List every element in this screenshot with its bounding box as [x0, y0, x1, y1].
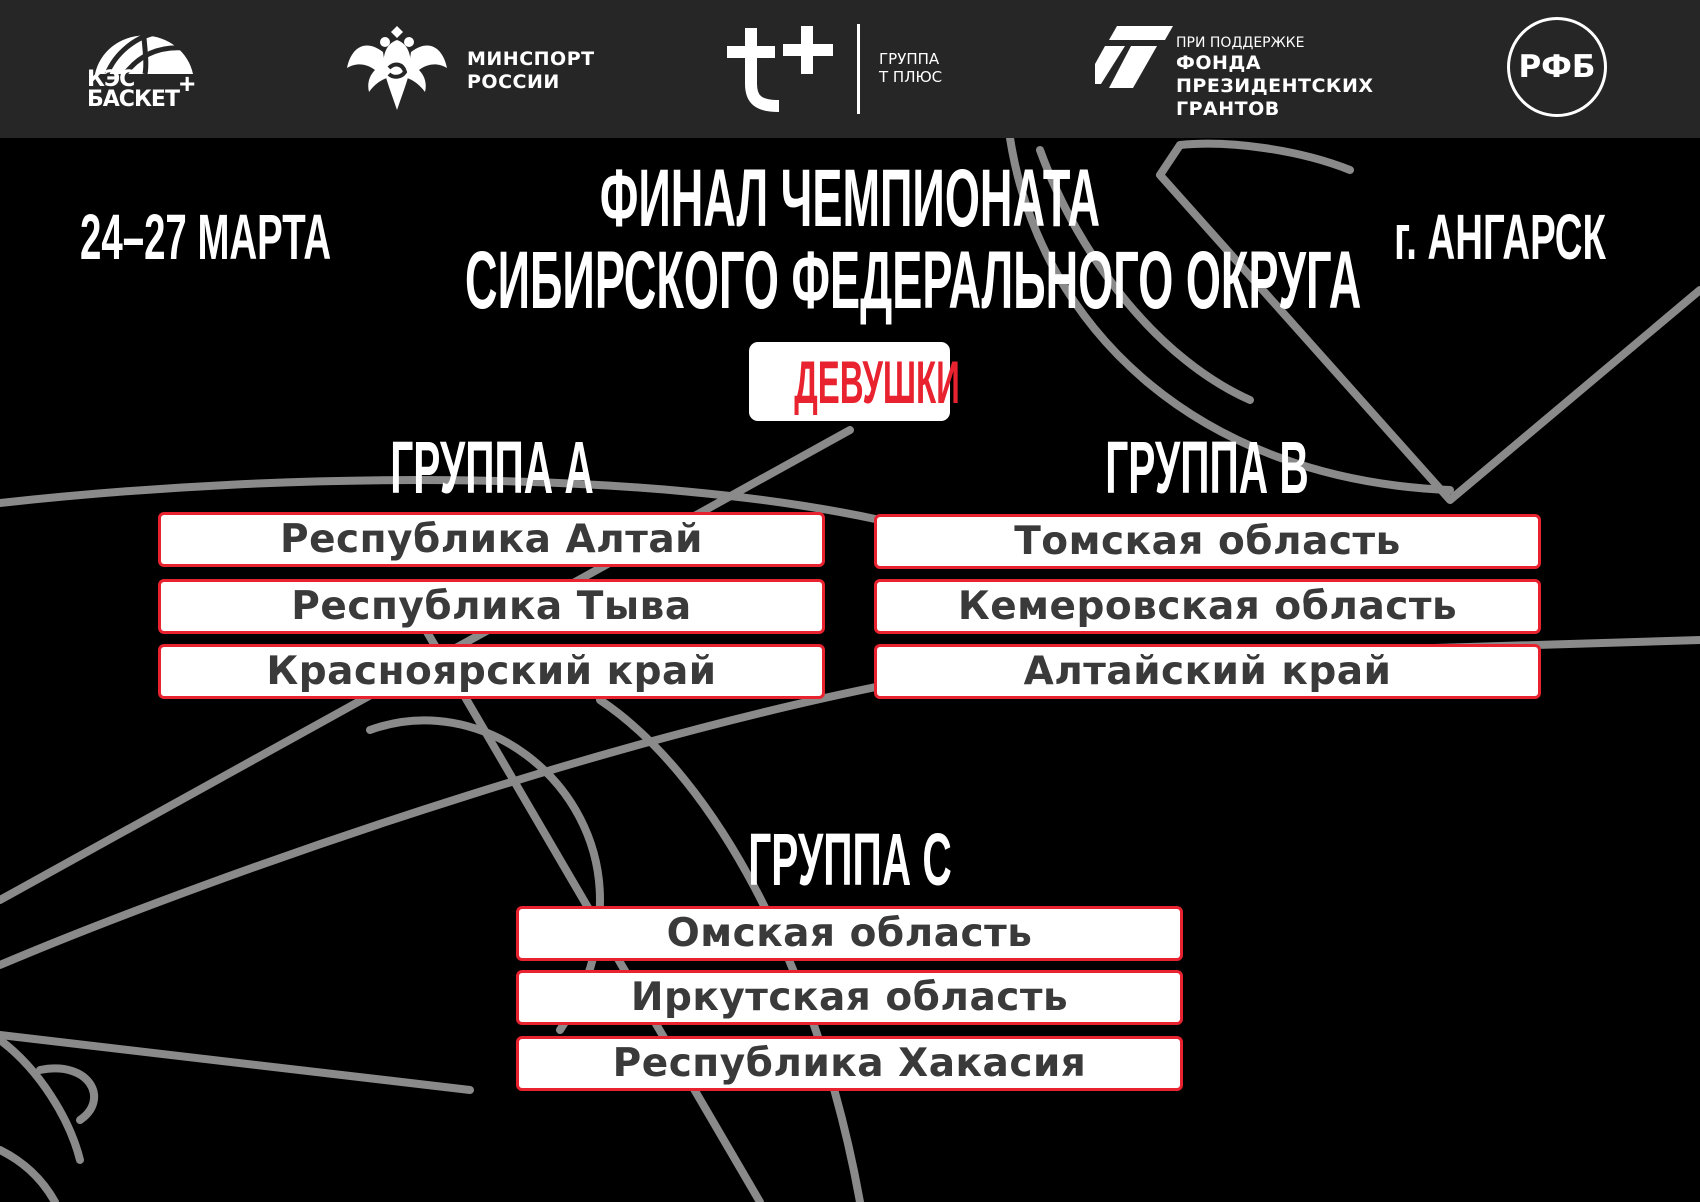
event-title-line2: СИБИРСКОГО ФЕДЕРАЛЬНОГО ОКРУГА [465, 235, 1362, 326]
group-b-title: ГРУППА В [1105, 426, 1309, 509]
plus-icon: + [179, 68, 196, 99]
grants-line1: ПРИ ПОДДЕРЖКЕ [1176, 35, 1305, 51]
keys-logo-line2: БАСКЕТ [87, 87, 179, 112]
group-a-team-1: Республика Алтай [158, 512, 825, 567]
t-plus-divider [857, 24, 860, 114]
t-plus-line2: Т ПЛЮС [879, 68, 943, 86]
grants-line2: ФОНДА [1176, 52, 1262, 74]
group-a-title: ГРУППА А [390, 426, 594, 509]
t-plus-logo [727, 22, 957, 118]
group-a-team-3: Красноярский край [158, 644, 825, 699]
event-city: г. АНГАРСК [1394, 201, 1606, 273]
grants-line4: ГРАНТОВ [1176, 98, 1280, 120]
category-label: ДЕВУШКИ [794, 349, 960, 416]
minsport-logo [345, 18, 605, 118]
minsport-line2: РОССИИ [467, 71, 560, 93]
event-dates: 24–27 МАРТА [79, 201, 332, 273]
eagle-emblem-icon [345, 18, 449, 118]
grants-line3: ПРЕЗИДЕНТСКИХ [1176, 75, 1374, 97]
minsport-line1: МИНСПОРТ [467, 48, 595, 70]
keys-basket-logo [85, 24, 205, 114]
group-c-team-3: Республика Хакасия [516, 1036, 1183, 1091]
group-c-team-1: Омская область [516, 906, 1183, 961]
group-b-team-3: Алтайский край [874, 644, 1541, 699]
presidential-grants-logo [1095, 24, 1395, 120]
grants-flag-icon [1095, 24, 1175, 94]
group-c-title: ГРУППА С [748, 818, 952, 901]
group-a-team-2: Республика Тыва [158, 579, 825, 634]
t-plus-icon [727, 22, 837, 118]
keys-logo-line1: КЭС [87, 67, 135, 92]
event-title-line1: ФИНАЛ ЧЕМПИОНАТА [599, 153, 1101, 244]
rfb-logo: РФБ [1507, 17, 1607, 117]
category-badge [749, 342, 960, 421]
group-c-team-2: Иркутская область [516, 970, 1183, 1025]
group-b-team-1: Томская область [874, 514, 1541, 569]
t-plus-line1: ГРУППА [879, 50, 940, 68]
group-b-team-2: Кемеровская область [874, 579, 1541, 634]
